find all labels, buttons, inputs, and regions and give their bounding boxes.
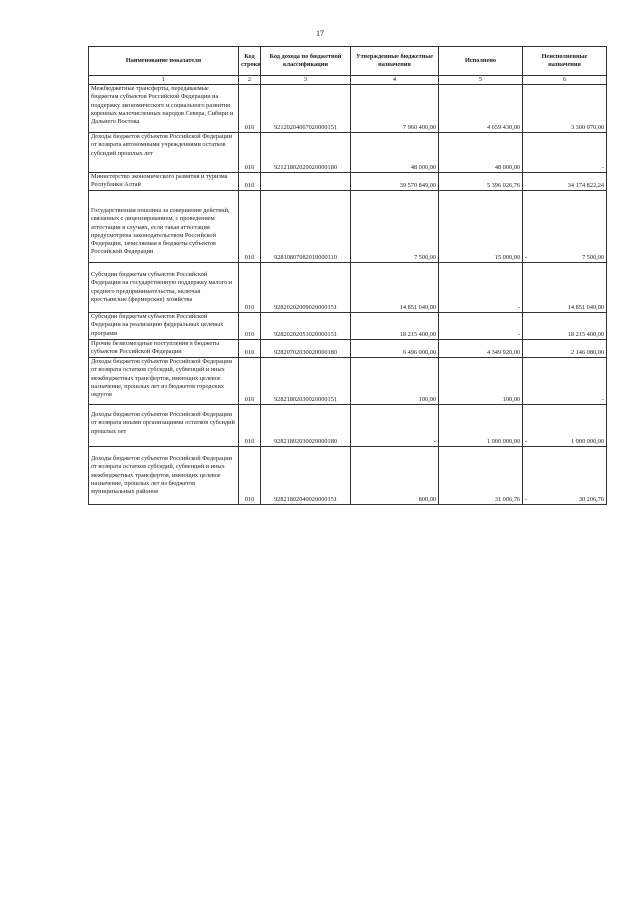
- row-executed: -: [439, 263, 523, 313]
- table-row: [89, 263, 607, 313]
- unexecuted-value: -: [601, 396, 604, 403]
- row-line-code: 010: [239, 263, 261, 313]
- negative-sign: -: [525, 496, 528, 503]
- row-executed: -: [439, 313, 523, 340]
- negative-sign: -: [525, 254, 528, 261]
- row-line-code: 010: [239, 191, 261, 263]
- column-number: 6: [523, 76, 607, 85]
- row-approved: 6 496 000,00: [351, 340, 439, 358]
- row-executed: 31 006,76: [439, 447, 523, 505]
- row-name: Министерство экономического развития и туризма Республики Алтай: [89, 173, 239, 191]
- unexecuted-value: 3 300 970,00: [570, 124, 604, 131]
- unexecuted-value: 14 851 049,00: [567, 304, 604, 311]
- row-name: Межбюджетные трансферты, передаваемые бюджетам субъектов Российской Федерации на поддержку экономического и социального развития коренных малочисленных народов Севера, Сибири и Дальнего Востока: [89, 85, 239, 133]
- negative-sign: -: [525, 438, 528, 445]
- report-body: [89, 85, 607, 505]
- row-approved: -: [351, 405, 439, 447]
- row-income-code: 92820202051020000151: [261, 313, 351, 340]
- row-unexecuted: [523, 85, 607, 133]
- page-number: 17: [316, 29, 324, 38]
- row-unexecuted: [523, 263, 607, 313]
- unexecuted-value: -: [601, 164, 604, 171]
- table-row: [89, 191, 607, 263]
- row-approved: 48 000,00: [351, 133, 439, 173]
- column-number: 2: [239, 76, 261, 85]
- row-income-code: 92821802030020000180: [261, 405, 351, 447]
- column-number: 3: [261, 76, 351, 85]
- row-name: Доходы бюджетов субъектов Российской Федерации от возврата остатков субсидий, субвенций и иных межбюджетных трансфертов, имеющих целевое назначение, прошлых лет из бюджетов городских округов: [89, 358, 239, 405]
- table-row: [89, 313, 607, 340]
- row-approved: 800,00: [351, 447, 439, 505]
- row-income-code: 92121802020020000180: [261, 133, 351, 173]
- row-executed: 100,00: [439, 358, 523, 405]
- unexecuted-value: 18 215 400,00: [567, 331, 604, 338]
- row-name: Прочие безвозмездные поступления в бюджеты субъектов Российской Федерации: [89, 340, 239, 358]
- column-number: 4: [351, 76, 439, 85]
- header-approved: Утвержденные бюджетные назначения: [351, 47, 439, 76]
- table-row: [89, 133, 607, 173]
- table-row: [89, 358, 607, 405]
- row-unexecuted: [523, 133, 607, 173]
- header-line-code: Код строки: [239, 47, 261, 76]
- header-income-code: Код дохода по бюджетной классификации: [261, 47, 351, 76]
- row-executed: 15 000,00: [439, 191, 523, 263]
- unexecuted-value: 34 174 822,24: [567, 182, 604, 189]
- row-unexecuted: [523, 447, 607, 505]
- row-executed: 1 000 000,00: [439, 405, 523, 447]
- report-table: [88, 46, 607, 505]
- table-row: [89, 173, 607, 191]
- header-executed: Исполнено: [439, 47, 523, 76]
- row-line-code: 010: [239, 173, 261, 191]
- unexecuted-value: 2 146 080,00: [570, 349, 604, 356]
- row-executed: 48 000,00: [439, 133, 523, 173]
- row-executed: 4 659 430,00: [439, 85, 523, 133]
- row-income-code: 92120204067020000151: [261, 85, 351, 133]
- row-income-code: 92820202009020000151: [261, 263, 351, 313]
- row-name: Государственная пошлина за совершение действий, связанных с лицензированием, с проведением аттестации в случаях, если такая аттестация предусмотрена законодательством Российской Федерации, зачисляемая в бюджеты субъектов Российской Федерации: [89, 191, 239, 263]
- row-unexecuted: [523, 405, 607, 447]
- row-income-code: 92821802030020000151: [261, 358, 351, 405]
- row-line-code: 010: [239, 313, 261, 340]
- header-row: [89, 47, 607, 76]
- row-income-code: 92821802040020000151: [261, 447, 351, 505]
- row-name: Доходы бюджетов субъектов Российской Федерации от возврата иными организациями остатков субсидий прошлых лет: [89, 405, 239, 447]
- table-row: [89, 85, 607, 133]
- header-indicator-name: Наименование показателя: [89, 47, 239, 76]
- row-name: Субсидии бюджетам субъектов Российской Федерации на государственную поддержку малого и среднего предпринимательства, включая крестьянские (фермерские) хозяйства: [89, 263, 239, 313]
- row-approved: 7 500,00: [351, 191, 439, 263]
- unexecuted-value: 30 206,76: [578, 496, 604, 503]
- row-unexecuted: [523, 313, 607, 340]
- row-name: Доходы бюджетов субъектов Российской Федерации от возврата остатков субсидий, субвенций и иных межбюджетных трансфертов, имеющих целевое назначение, прошлых лет из бюджетов муниципальных районов: [89, 447, 239, 505]
- table-row: [89, 340, 607, 358]
- unexecuted-value: 1 000 000,00: [570, 438, 604, 445]
- row-line-code: 010: [239, 340, 261, 358]
- row-line-code: 010: [239, 405, 261, 447]
- column-number: 1: [89, 76, 239, 85]
- row-approved: 7 960 400,00: [351, 85, 439, 133]
- row-income-code: 92810807082010000110: [261, 191, 351, 263]
- row-executed: 5 396 026,76: [439, 173, 523, 191]
- row-name: Доходы бюджетов субъектов Российской Федерации от возврата автономными учреждениями остатков субсидий прошлых лет: [89, 133, 239, 173]
- unexecuted-value: 7 500,00: [581, 254, 604, 261]
- row-income-code: 92820702030020000180: [261, 340, 351, 358]
- row-name: Субсидии бюджетам субъектов Российской Федерации на реализацию федеральных целевых программ: [89, 313, 239, 340]
- row-unexecuted: [523, 173, 607, 191]
- row-executed: 4 349 920,00: [439, 340, 523, 358]
- row-approved: 14 851 049,00: [351, 263, 439, 313]
- table-row: [89, 405, 607, 447]
- row-line-code: 010: [239, 447, 261, 505]
- column-number: 5: [439, 76, 523, 85]
- header-unexecuted: Неисполненные назначения: [523, 47, 607, 76]
- table-row: [89, 447, 607, 505]
- row-line-code: 010: [239, 85, 261, 133]
- row-line-code: 010: [239, 358, 261, 405]
- row-approved: 18 215 400,00: [351, 313, 439, 340]
- row-unexecuted: [523, 191, 607, 263]
- row-unexecuted: [523, 358, 607, 405]
- row-income-code: [261, 173, 351, 191]
- row-approved: 39 570 849,00: [351, 173, 439, 191]
- row-line-code: 010: [239, 133, 261, 173]
- row-approved: 100,00: [351, 358, 439, 405]
- row-unexecuted: [523, 340, 607, 358]
- column-number-row: [89, 76, 607, 85]
